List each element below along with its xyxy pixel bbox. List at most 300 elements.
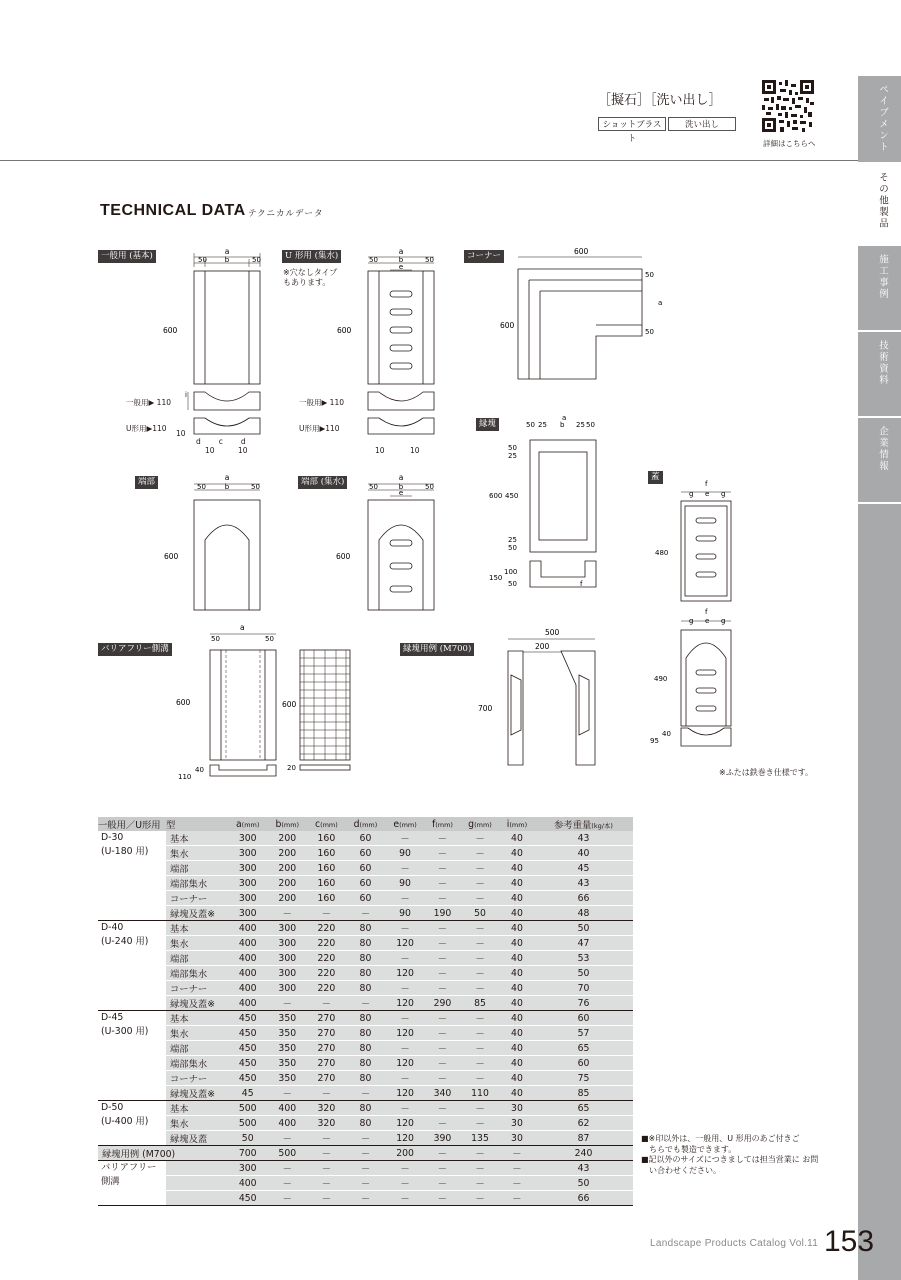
type-cell: 基本 (166, 831, 228, 846)
header-label: b (275, 818, 282, 830)
value-cell: 700 (228, 1146, 267, 1161)
table-row (98, 1026, 633, 1041)
value-cell: 400 (228, 951, 267, 966)
value-cell: － (460, 1011, 500, 1026)
label-curb-example: 縁塊用例 (M700) (400, 643, 474, 656)
value-cell: － (385, 1041, 424, 1056)
label-end-water: 端部 (集水) (298, 476, 347, 489)
value-cell: 62 (534, 1116, 633, 1131)
value-cell: － (267, 906, 307, 921)
header-label: 型 (166, 820, 176, 831)
value-cell: 220 (307, 936, 345, 951)
value-cell: 40 (500, 891, 534, 906)
header-label: e (393, 818, 400, 830)
header-unit: (mm) (399, 820, 417, 829)
value-cell: 47 (534, 936, 633, 951)
label-lid: 蓋 (648, 471, 663, 484)
value-cell: 200 (267, 876, 307, 891)
label-end: 端部 (135, 476, 158, 489)
value-cell: － (425, 1041, 460, 1056)
value-cell: 80 (346, 1026, 386, 1041)
value-cell: － (425, 831, 460, 846)
table-row (98, 1146, 633, 1161)
value-cell: 40 (500, 1011, 534, 1026)
side-tab-filler (858, 504, 901, 1280)
value-cell: 48 (534, 906, 633, 921)
value-cell: 90 (385, 846, 424, 861)
value-cell: 220 (307, 981, 345, 996)
side-tab-other-products[interactable] (858, 164, 901, 244)
value-cell: 60 (346, 861, 386, 876)
value-cell: 80 (346, 1101, 386, 1116)
value-cell: 160 (307, 876, 345, 891)
spec-table (98, 817, 633, 1206)
value-cell: － (460, 966, 500, 981)
dim-50: 50 (645, 328, 654, 336)
dim-e: e (705, 490, 710, 498)
value-cell: － (460, 1101, 500, 1116)
table-header-cell (228, 817, 267, 831)
row-general (126, 397, 171, 408)
value-cell: 200 (267, 846, 307, 861)
value-cell: 450 (228, 1056, 267, 1071)
type-cell: 縁塊及蓋 (166, 1131, 228, 1146)
dim-c: c (218, 437, 241, 446)
value-cell: 320 (307, 1101, 345, 1116)
value-cell: 40 (500, 906, 534, 921)
value-cell: － (460, 846, 500, 861)
value-cell: 50 (228, 1131, 267, 1146)
dim-25: 25 (576, 421, 585, 429)
table-row (98, 1086, 633, 1101)
table-row (98, 1131, 633, 1146)
value-cell: 80 (346, 921, 386, 936)
value-cell: 40 (500, 936, 534, 951)
dim-600: 600 (337, 326, 352, 335)
diagram-lid (650, 478, 745, 748)
value-cell: 350 (267, 1041, 307, 1056)
value-cell: － (267, 1086, 307, 1101)
value-cell: 60 (346, 876, 386, 891)
value-cell: 270 (307, 1056, 345, 1071)
value-cell: 400 (267, 1116, 307, 1131)
value-cell: 65 (534, 1101, 633, 1116)
header-unit: (mm) (474, 820, 492, 829)
value-cell: 450 (228, 1191, 267, 1206)
value-cell: 90 (385, 876, 424, 891)
value-cell: 120 (385, 936, 424, 951)
value-cell: 50 (534, 1176, 633, 1191)
dim-d: d (196, 437, 219, 446)
value-cell: 50 (534, 921, 633, 936)
value-cell: 75 (534, 1071, 633, 1086)
value-cell: 350 (267, 1026, 307, 1041)
value-cell: 66 (534, 1191, 633, 1206)
value-cell: 300 (228, 861, 267, 876)
value-cell: － (460, 936, 500, 951)
header-unit: (mm) (281, 820, 300, 829)
dim-f: f (705, 608, 708, 616)
value-cell: － (267, 1131, 307, 1146)
value-cell: 60 (534, 1056, 633, 1071)
value-cell: － (385, 1071, 424, 1086)
finish-tag-shotblast: ショットブラスト (598, 117, 666, 131)
type-cell: 基本 (166, 921, 228, 936)
table-row (98, 1071, 633, 1086)
dim-g: g (721, 617, 726, 625)
value-cell: 270 (307, 1026, 345, 1041)
value-cell: － (425, 876, 460, 891)
header-label: d (353, 818, 360, 830)
value-cell: － (346, 1146, 386, 1161)
dim-b: b (560, 421, 565, 429)
value-cell: － (460, 921, 500, 936)
type-cell: 基本 (166, 1011, 228, 1026)
value-cell: 85 (460, 996, 500, 1011)
value-cell: 350 (267, 1056, 307, 1071)
table-row (98, 1041, 633, 1056)
header-label: c (314, 818, 321, 830)
table-header-cell (267, 817, 307, 831)
value-cell: － (500, 1191, 534, 1206)
value-cell: 80 (346, 966, 386, 981)
header-unit: (mm) (509, 820, 528, 829)
value-cell: 300 (267, 981, 307, 996)
type-cell (166, 1176, 228, 1191)
dim-50: 50 (425, 256, 434, 264)
value-cell: － (460, 1176, 500, 1191)
dim-600: 600 (282, 700, 297, 709)
dim-500: 500 (545, 628, 560, 637)
type-cell: 縁塊及蓋※ (166, 996, 228, 1011)
dim-f: f (580, 580, 583, 588)
value-cell: － (460, 891, 500, 906)
value-cell: 60 (346, 831, 386, 846)
value-cell: 40 (500, 1071, 534, 1086)
value-cell: 240 (534, 1146, 633, 1161)
dim-d: d (240, 437, 264, 446)
row-u (126, 423, 167, 434)
value-cell: 450 (228, 1026, 267, 1041)
dim-50: 50 (526, 421, 535, 429)
value-cell: － (500, 1176, 534, 1191)
footnote-2: ■記以外のサイズにつきましては担当営業に お問 い合わせください。 (641, 1155, 819, 1175)
dim-600: 600 (336, 552, 351, 561)
dim-10: 10 (375, 446, 385, 455)
table-header-row (98, 817, 633, 831)
value-cell: 400 (228, 1176, 267, 1191)
table-header-cell (346, 817, 386, 831)
value-cell: 300 (228, 876, 267, 891)
dim-g: g (689, 490, 694, 498)
group-name: D-40 (U-240 用) (98, 921, 166, 1011)
value-cell: － (460, 951, 500, 966)
value-cell: － (425, 1176, 460, 1191)
value-cell: 400 (228, 936, 267, 951)
dim-dcd (196, 437, 264, 446)
type-cell: 基本 (166, 1101, 228, 1116)
dim-50: 50 (586, 421, 595, 429)
value-cell: 500 (228, 1101, 267, 1116)
dim-20: 20 (287, 764, 296, 772)
side-tab-case-studies[interactable] (858, 246, 901, 330)
value-cell: － (346, 1176, 386, 1191)
finish-tag-washout: 洗い出し (668, 117, 736, 131)
side-tab-company[interactable] (858, 418, 901, 502)
dim-110: 110 (156, 398, 171, 407)
type-cell: 集水 (166, 936, 228, 951)
value-cell: 40 (500, 876, 534, 891)
value-cell: － (460, 981, 500, 996)
table-header-cell (425, 817, 460, 831)
type-cell: コーナー (166, 1071, 228, 1086)
value-cell: 200 (267, 891, 307, 906)
value-cell: － (425, 1191, 460, 1206)
value-cell: 40 (500, 1056, 534, 1071)
value-cell: － (425, 921, 460, 936)
table-row (98, 921, 633, 936)
value-cell: － (460, 861, 500, 876)
value-cell: － (460, 1056, 500, 1071)
value-cell: 87 (534, 1131, 633, 1146)
value-cell: － (385, 981, 424, 996)
dim-25: 25 (508, 536, 517, 544)
value-cell: 76 (534, 996, 633, 1011)
side-tab-pavement[interactable] (858, 76, 901, 162)
value-cell: － (307, 1086, 345, 1101)
label-barrier-free: バリアフリー側溝 (98, 643, 172, 656)
value-cell: － (460, 876, 500, 891)
value-cell: － (385, 1176, 424, 1191)
value-cell: 40 (500, 966, 534, 981)
dim-110: 110 (152, 424, 167, 433)
dim-50: 50 (425, 483, 434, 491)
footnote-1: ■※印以外は、一般用、U 形用のあご付きご ちらでも製造できます。 (641, 1134, 800, 1154)
header-label: g (468, 818, 475, 830)
value-cell: － (385, 951, 424, 966)
dim-a: a (398, 473, 404, 482)
dim-50: 50 (369, 483, 378, 491)
value-cell: 85 (534, 1086, 633, 1101)
page-number: 153 (824, 1225, 875, 1258)
dim-110: 110 (325, 424, 340, 433)
value-cell: － (460, 1071, 500, 1086)
value-cell: 110 (460, 1086, 500, 1101)
value-cell: 40 (500, 951, 534, 966)
value-cell: 300 (228, 831, 267, 846)
value-cell: 80 (346, 936, 386, 951)
value-cell: 40 (500, 861, 534, 876)
dim-600: 600 (574, 247, 589, 256)
value-cell: 220 (307, 966, 345, 981)
value-cell: － (425, 861, 460, 876)
value-cell: 300 (228, 906, 267, 921)
value-cell: － (385, 891, 424, 906)
side-tab-technical[interactable] (858, 332, 901, 416)
header-unit: (mm) (241, 820, 260, 829)
diagram-corner-plan (496, 245, 661, 380)
value-cell: 50 (460, 906, 500, 921)
dim-50: 50 (508, 444, 517, 452)
group-name: 縁塊用例 (M700) (98, 1146, 228, 1161)
type-cell (166, 1161, 228, 1176)
value-cell: － (385, 1161, 424, 1176)
value-cell: 220 (307, 951, 345, 966)
diagram-end (160, 470, 270, 615)
table-row (98, 1116, 633, 1131)
value-cell: 60 (346, 846, 386, 861)
value-cell: 70 (534, 981, 633, 996)
dim-100: 100 (504, 568, 518, 576)
value-cell: － (425, 1146, 460, 1161)
dim-b: b (224, 256, 230, 264)
value-cell: － (307, 1161, 345, 1176)
header-unit: (mm) (435, 820, 453, 829)
type-cell: 端部 (166, 861, 228, 876)
dim-600: 600 (489, 492, 503, 500)
table-row (98, 891, 633, 906)
value-cell: － (425, 981, 460, 996)
value-cell: 160 (307, 831, 345, 846)
dim-a: a (224, 247, 230, 256)
value-cell: － (425, 966, 460, 981)
dim-50: 50 (265, 635, 274, 643)
table-header-cell (166, 817, 228, 831)
value-cell: 57 (534, 1026, 633, 1041)
value-cell: － (346, 1191, 386, 1206)
value-cell: 80 (346, 1056, 386, 1071)
table-body (98, 831, 633, 1206)
header-label: 参考重量 (554, 820, 592, 831)
value-cell: 40 (534, 846, 633, 861)
value-cell: － (460, 1041, 500, 1056)
header-unit: (mm) (359, 820, 378, 829)
value-cell: － (460, 1146, 500, 1161)
value-cell: 30 (500, 1116, 534, 1131)
side-tab-label: 施工事例 (877, 254, 888, 300)
group-name: D-45 (U-300 用) (98, 1011, 166, 1101)
value-cell: 300 (228, 1161, 267, 1176)
dim-a: a (398, 247, 404, 256)
value-cell: － (425, 1161, 460, 1176)
value-cell: 40 (500, 831, 534, 846)
value-cell: 30 (500, 1101, 534, 1116)
dim-450: 450 (505, 492, 519, 500)
qr-code-icon[interactable] (762, 80, 814, 132)
value-cell: 200 (267, 861, 307, 876)
value-cell: 120 (385, 966, 424, 981)
table-row (98, 1056, 633, 1071)
section-subtitle: テクニカルデータ (248, 209, 324, 219)
dim-a: a (224, 473, 230, 482)
value-cell: 65 (534, 1041, 633, 1056)
dim-50: 50 (645, 271, 654, 279)
product-title: ［擬石］［洗い出し］ (598, 93, 722, 108)
value-cell: 300 (228, 846, 267, 861)
type-cell: 集水 (166, 1026, 228, 1041)
value-cell: － (267, 996, 307, 1011)
dim-a: a (562, 414, 567, 422)
value-cell: － (425, 1056, 460, 1071)
value-cell: 43 (534, 1161, 633, 1176)
value-cell: － (460, 831, 500, 846)
table-header-cell (307, 817, 345, 831)
value-cell: 200 (385, 1146, 424, 1161)
value-cell: － (307, 1131, 345, 1146)
table-row (98, 981, 633, 996)
group-name: バリアフリー 側溝 (98, 1161, 166, 1206)
dim-f: f (705, 480, 708, 488)
value-cell: － (425, 936, 460, 951)
dim-b: b (224, 483, 230, 491)
label-general: 一般用 (基本) (98, 250, 156, 263)
value-cell: 120 (385, 1131, 424, 1146)
dim-50: 50 (211, 635, 220, 643)
dim-200: 200 (535, 642, 550, 651)
row-general-label: 一般用▶ (126, 398, 155, 407)
table-row (98, 846, 633, 861)
value-cell: 270 (307, 1041, 345, 1056)
dim-50: 50 (508, 544, 517, 552)
dim-10: 10 (238, 446, 248, 455)
value-cell: － (346, 906, 386, 921)
value-cell: 450 (228, 1071, 267, 1086)
type-cell: 端部集水 (166, 876, 228, 891)
side-tab-label: 企業情報 (877, 426, 888, 472)
value-cell: 190 (425, 906, 460, 921)
dim-b: b (398, 483, 404, 491)
value-cell: 200 (267, 831, 307, 846)
value-cell: 300 (267, 951, 307, 966)
dim-95: 95 (650, 737, 659, 745)
label-corner: コーナー (464, 250, 504, 263)
label-u-type: U 形用 (集水) (282, 250, 341, 263)
value-cell: 40 (500, 981, 534, 996)
value-cell: － (460, 1116, 500, 1131)
value-cell: － (425, 846, 460, 861)
table-header-cell (385, 817, 424, 831)
dim-50: 50 (251, 483, 260, 491)
value-cell: 43 (534, 831, 633, 846)
side-tab-label: 技術資料 (877, 340, 888, 386)
side-tab-spacer (858, 0, 901, 76)
value-cell: 120 (385, 1116, 424, 1131)
type-cell: コーナー (166, 891, 228, 906)
dim-700: 700 (478, 704, 493, 713)
qr-caption: 詳細はこちらへ (763, 139, 816, 148)
dim-40: 40 (195, 766, 204, 774)
type-cell: 端部集水 (166, 1056, 228, 1071)
dim-10: 10 (205, 446, 215, 455)
value-cell: － (425, 1071, 460, 1086)
value-cell: － (460, 1026, 500, 1041)
value-cell: － (307, 996, 345, 1011)
side-tab-label: ペイブメント (877, 84, 888, 153)
value-cell: 220 (307, 921, 345, 936)
header-rule (0, 160, 858, 161)
row-u-u (299, 423, 340, 434)
value-cell: 120 (385, 1086, 424, 1101)
header-label: f (431, 818, 436, 830)
header-label: 一般用／U形用 (98, 820, 161, 831)
table-row (98, 1101, 633, 1116)
dim-110: 110 (329, 398, 344, 407)
dim-i: i (185, 391, 187, 399)
diagram-curb-example (475, 625, 610, 770)
value-cell: － (307, 906, 345, 921)
dim-e: e (398, 489, 404, 497)
value-cell: － (307, 1146, 345, 1161)
